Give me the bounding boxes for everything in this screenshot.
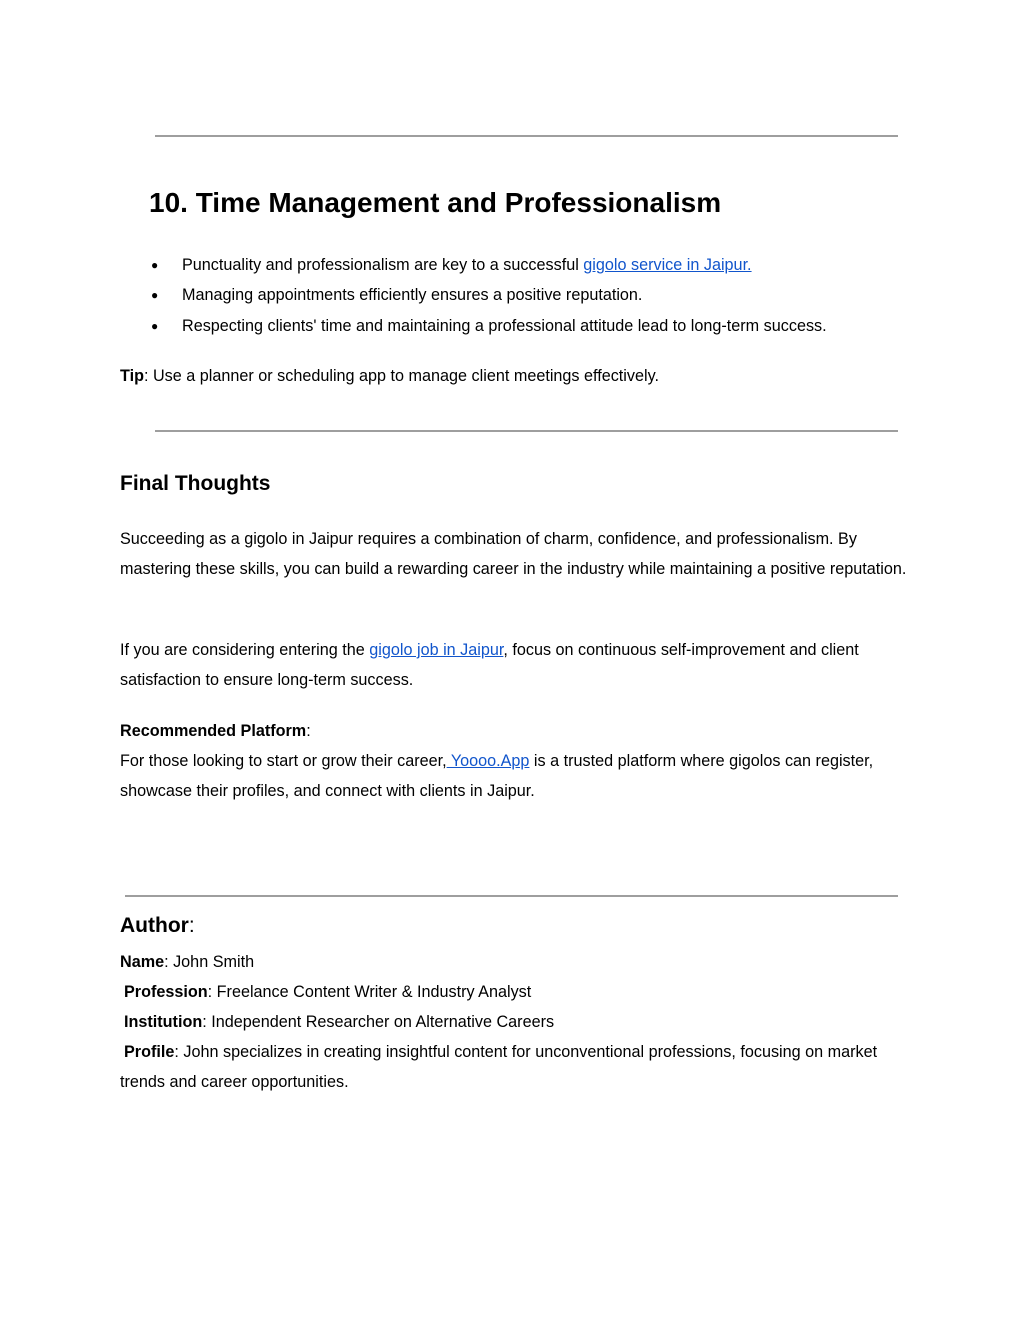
list-item: [151, 250, 931, 280]
label-colon: :: [306, 722, 311, 740]
paragraph-text: is a trusted platform where gigolos can register, showcase their profiles, and connect with clients in Jaipur.: [120, 752, 874, 801]
final-thoughts-heading: Final Thoughts: [120, 472, 271, 495]
divider-middle: [155, 430, 898, 432]
name-value: : John Smith: [164, 953, 255, 971]
recommended-platform-paragraph: [120, 746, 910, 807]
bullet-icon: ●: [151, 288, 159, 303]
divider-top: [155, 135, 898, 137]
bullet-icon: ●: [151, 318, 159, 333]
institution-label: Institution: [124, 1013, 203, 1031]
paragraph-text: For those looking to start or grow their career,: [120, 752, 447, 770]
tip-text: : Use a planner or scheduling app to manage client meetings effectively.: [143, 367, 659, 385]
recommended-platform-label: [120, 716, 910, 746]
list-item: [151, 280, 931, 310]
bullet-list: [151, 250, 931, 341]
tip-label: Tip: [120, 367, 144, 385]
bullet-text: Punctuality and professionalism are key to a successful: [182, 256, 584, 274]
author-heading-text: Author: [120, 914, 189, 937]
list-item: [151, 311, 931, 341]
tip-paragraph: [120, 361, 920, 391]
author-heading: [120, 912, 195, 940]
profession-label: Profession: [124, 983, 208, 1001]
job-link[interactable]: gigolo job in Jaipur: [369, 641, 504, 659]
author-name: [120, 947, 910, 977]
author-profile: [120, 1037, 910, 1098]
recommended-label: Recommended Platform: [120, 722, 307, 740]
bullet-text: Managing appointments efficiently ensures a positive reputation.: [182, 286, 643, 305]
bullet-icon: ●: [151, 258, 159, 272]
service-link[interactable]: gigolo service in Jaipur.: [583, 256, 752, 274]
author-profession: [124, 977, 914, 1007]
bullet-text: Respecting clients' time and maintaining a professional attitude lead to long-term success.: [182, 316, 827, 335]
divider-author: [125, 895, 898, 897]
paragraph-text: If you are considering entering the: [120, 641, 370, 659]
platform-link[interactable]: Yoooo.App: [446, 752, 530, 770]
paragraph-text: , focus on continuous self-improvement and client satisfaction to ensure long-term success.: [120, 641, 859, 690]
profession-value: : Freelance Content Writer & Industry Analyst: [207, 983, 532, 1001]
name-label: Name: [120, 953, 165, 971]
final-paragraph-1: Succeeding as a gigolo in Jaipur requires a combination of charm, confidence, and professionalism. By mastering these skills, you can build a rewarding career in the industry while maintaining a positive reputation.: [120, 530, 907, 579]
profile-label: Profile: [124, 1043, 175, 1061]
final-paragraph-2: [120, 635, 910, 696]
section-heading: 10. Time Management and Professionalism: [149, 187, 722, 218]
heading-colon: :: [188, 914, 195, 937]
institution-value: : Independent Researcher on Alternative Careers: [202, 1013, 555, 1031]
profile-value: : John specializes in creating insightful content for unconventional professions, focusing on market trends and career opportunities.: [120, 1043, 878, 1092]
author-institution: [124, 1007, 914, 1037]
